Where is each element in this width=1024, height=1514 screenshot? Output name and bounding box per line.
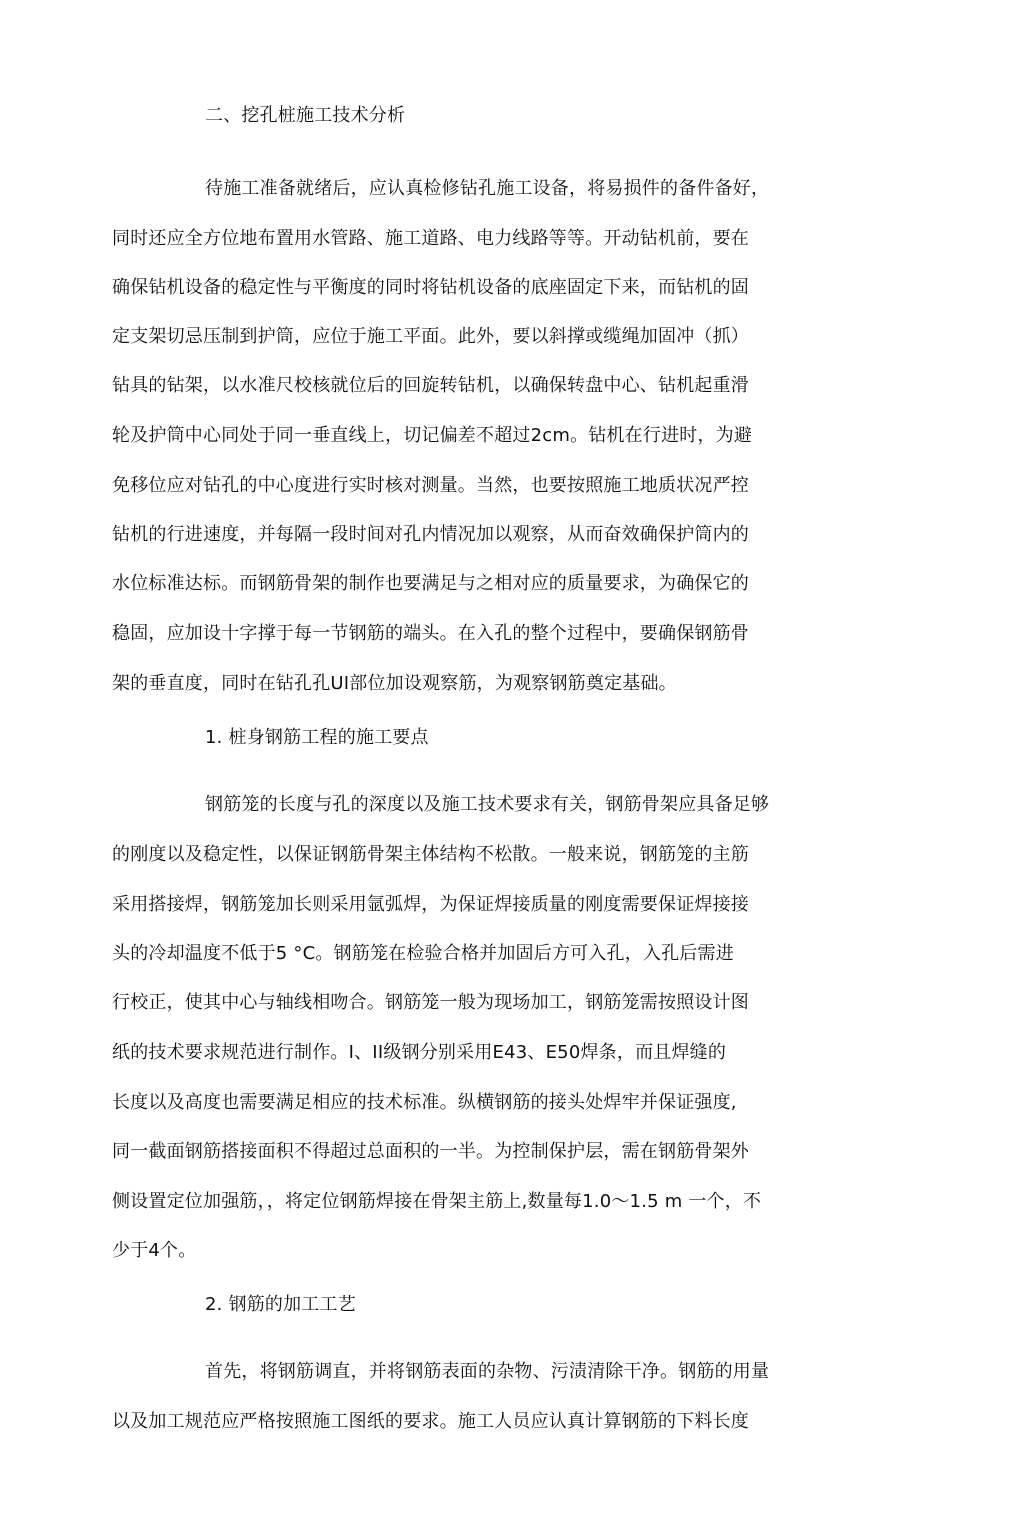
paragraph-line: 同时还应全方位地布置用水管路、施工道路、电力线路等等。开动钻机前，要在 [112,228,749,249]
paragraph-line: 轮及护筒中心同处于同一垂直线上，切记偏差不超过2cm。钻机在行进时，为避 [112,425,753,446]
paragraph-line: 的刚度以及稳定性，以保证钢筋骨架主体结构不松散。一般来说，钢筋笼的主筋 [112,844,749,865]
paragraph-line: 行校正，使其中心与轴线相吻合。钢筋笼一般为现场加工，钢筋笼需按照设计图 [112,992,749,1013]
paragraph-line: 架的垂直度，同时在钻孔孔UI部位加设观察筋，为观察钢筋奠定基础。 [112,673,677,694]
subsection-heading: 2. 钢筋的加工工艺 [205,1294,356,1315]
paragraph-line: 定支架切忌压制到护筒，应位于施工平面。此外，要以斜撑或缆绳加固冲（抓） [112,326,749,347]
paragraph-line: 钻机的行进速度，并每隔一段时间对孔内情况加以观察，从而奋效确保护筒内的 [112,524,749,545]
paragraph-line: 纸的技术要求规范进行制作。I、II级钢分别采用E43、E50焊条，而且焊缝的 [112,1042,727,1063]
paragraph-line: 确保钻机设备的稳定性与平衡度的同时将钻机设备的底座固定下来，而钻机的固 [112,277,749,298]
paragraph-line: 同一截面钢筋搭接面积不得超过总面积的一半。为控制保护层，需在钢筋骨架外 [112,1141,749,1162]
paragraph-line: 钢筋笼的长度与孔的深度以及施工技术要求有关，钢筋骨架应具备足够 [205,794,770,815]
paragraph-line: 长度以及高度也需要满足相应的技术标准。纵横钢筋的接头处焊牢并保证强度, [112,1092,737,1113]
paragraph-line: 免移位应对钻孔的中心度进行实时核对测量。当然，也要按照施工地质状况严控 [112,475,749,496]
paragraph-line: 少于4个。 [112,1240,197,1261]
paragraph-line: 头的冷却温度不低于5 °C。钢筋笼在检验合格并加固后方可入孔，入孔后需进 [112,943,734,964]
paragraph-line: 侧设置定位加强筋，，将定位钢筋焊接在骨架主筋上,数量每1.0～1.5 m 一个，不 [112,1191,762,1212]
paragraph-line: 首先，将钢筋调直，并将钢筋表面的杂物、污渍清除干净。钢筋的用量 [205,1361,770,1382]
paragraph-line: 水位标准达标。而钢筋骨架的制作也要满足与之相对应的质量要求，为确保它的 [112,573,749,594]
paragraph-line: 采用搭接焊，钢筋笼加长则采用氩弧焊，为保证焊接质量的刚度需要保证焊接接 [112,894,749,915]
paragraph-line: 以及加工规范应严格按照施工图纸的要求。施工人员应认真计算钢筋的下料长度 [112,1411,749,1432]
paragraph-line: 稳固，应加设十字撑于每一节钢筋的端头。在入孔的整个过程中，要确保钢筋骨 [112,623,749,644]
paragraph-line: 钻具的钻架，以水准尺校核就位后的回旋转钻机，以确保转盘中心、钻机起重滑 [112,375,749,396]
subsection-heading: 1. 桩身钢筋工程的施工要点 [205,727,429,748]
paragraph-line: 待施工准备就绪后，应认真检修钻孔施工设备，将易损件的备件备好， [205,178,770,199]
section-heading: 二、挖孔桩施工技术分析 [205,105,406,126]
